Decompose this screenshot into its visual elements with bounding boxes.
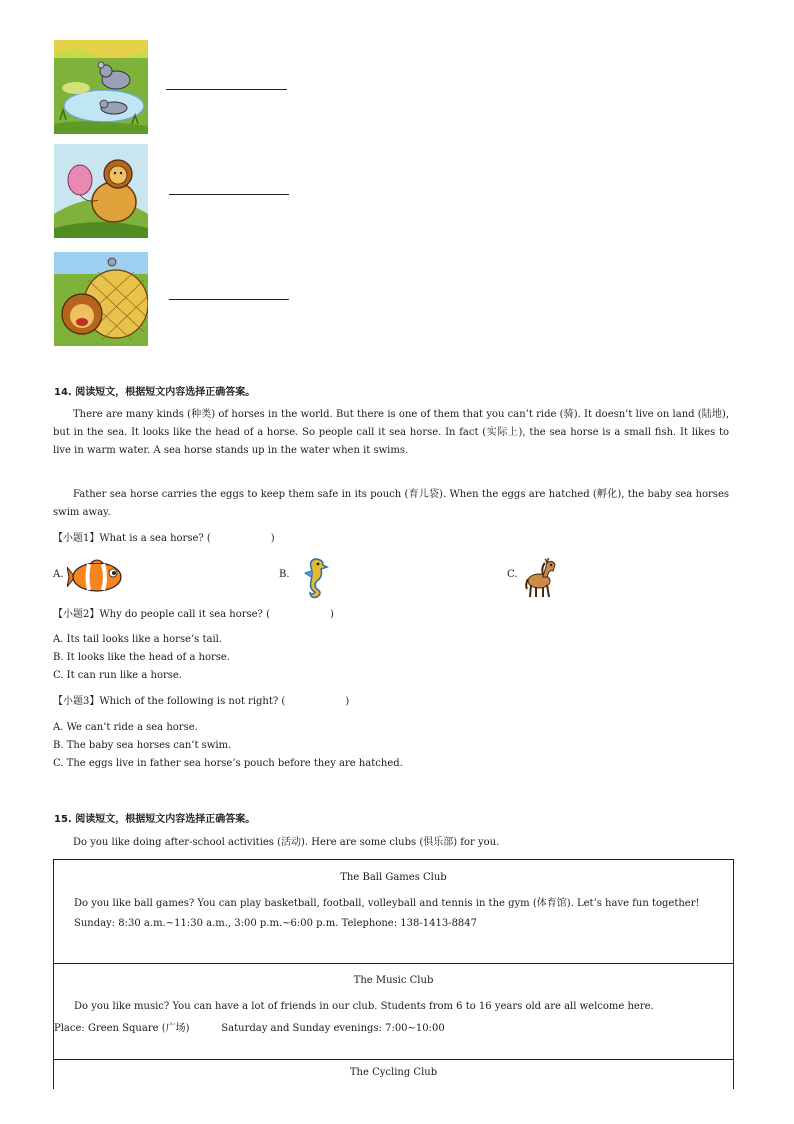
- subquestion-1: 【小题1】What is a sea horse? ( ): [53, 533, 275, 544]
- passage-15-intro: Do you like doing after-school activities (活动). Here are some clubs (俱乐部) for you.: [73, 837, 500, 848]
- subquestion-3: 【小题3】Which of the following is not right? ( ): [53, 696, 350, 707]
- club-name: The Cycling Club: [349, 1067, 438, 1078]
- picture-lion-balloon: [54, 144, 148, 238]
- club-schedule: Sunday: 8:30 a.m.~11:30 a.m., 3:00 p.m.~6:00 p.m. Telephone: 138-1413-8847: [74, 918, 478, 929]
- subquestion-1-options: [53, 555, 733, 599]
- horse-icon: [525, 555, 559, 599]
- club-row-music: [54, 964, 733, 1060]
- subquestion-3-option-c[interactable]: C. The eggs live in father sea horse’s pouch before they are hatched.: [53, 758, 403, 769]
- picture-mice-pond: [54, 40, 148, 134]
- passage-14-paragraph-2: Father sea horse carries the eggs to keep them safe in its pouch (育儿袋). When the eggs are hatched (孵化), the baby sea horses swim away.: [53, 489, 729, 518]
- option-a[interactable]: [53, 555, 133, 599]
- club-name: The Music Club: [353, 975, 434, 986]
- option-c[interactable]: [507, 555, 587, 599]
- club-place-schedule: Place: Green Square (广场) Saturday and Sunday evenings: 7:00~10:00: [54, 1023, 445, 1034]
- answer-blank-2[interactable]: [169, 194, 289, 195]
- subquestion-2-option-c[interactable]: C. It can run like a horse.: [53, 670, 182, 681]
- passage-14-paragraph-1: There are many kinds (种类) of horses in the world. But there is one of them that you can’t ride (骑). It doesn’t live on land (陆地), but in the sea. It looks like the head of a horse. So people call it sea horse. In fact (实际上), the sea horse is a small fish. It likes to live in warm water. A sea horse stands up in the water when it swims.: [53, 409, 729, 456]
- club-row-cycling: [54, 1060, 733, 1088]
- subquestion-2: 【小题2】Why do people call it sea horse? ( ): [53, 609, 334, 620]
- picture-lion-net: [54, 252, 148, 346]
- subquestion-3-option-a[interactable]: A. We can’t ride a sea horse.: [53, 722, 198, 733]
- subquestion-2-option-a[interactable]: A. Its tail looks like a horse’s tail.: [53, 634, 223, 645]
- clownfish-icon: [67, 557, 127, 597]
- clubs-table: [53, 859, 734, 1089]
- club-name: The Ball Games Club: [340, 872, 447, 883]
- question-14-title: 14. 阅读短文，根据短文内容选择正确答案。: [54, 387, 256, 398]
- subquestion-2-option-b[interactable]: B. It looks like the head of a horse.: [53, 652, 230, 663]
- option-letter: C.: [507, 569, 518, 580]
- question-15-title: 15. 阅读短文，根据短文内容选择正确答案。: [54, 814, 256, 825]
- seahorse-icon: [301, 555, 329, 599]
- answer-blank-3[interactable]: [169, 299, 289, 300]
- option-b[interactable]: [279, 555, 359, 599]
- subquestion-3-option-b[interactable]: B. The baby sea horses can’t swim.: [53, 740, 232, 751]
- club-row-ball-games: [54, 860, 733, 964]
- option-letter: B.: [279, 569, 290, 580]
- club-description: Do you like music? You can have a lot of friends in our club. Students from 6 to 16 years old are all welcome here.: [74, 1001, 654, 1012]
- answer-blank-1[interactable]: [166, 89, 287, 90]
- option-letter: A.: [53, 569, 64, 580]
- club-description: Do you like ball games? You can play basketball, football, volleyball and tennis in the gym (体育馆). Let’s have fun together!: [74, 898, 700, 909]
